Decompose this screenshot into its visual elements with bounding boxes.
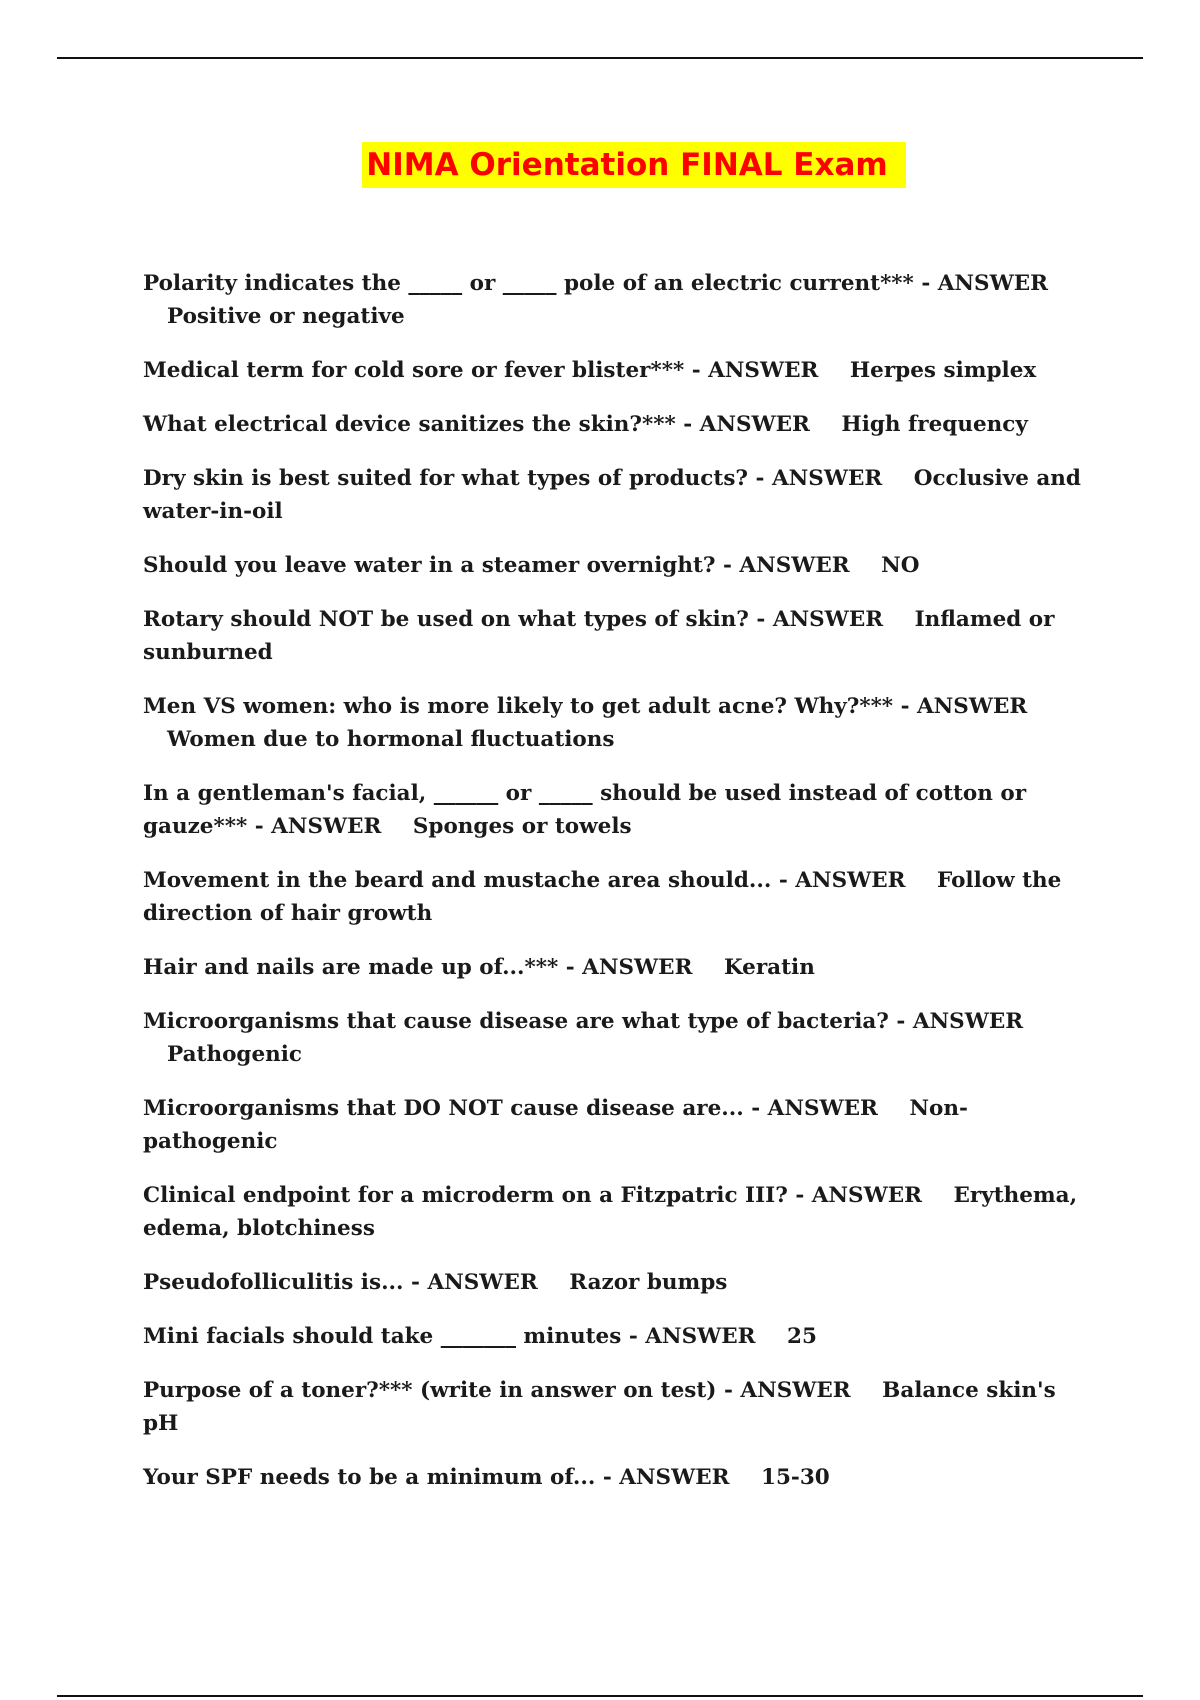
question-text: Microorganisms that DO NOT cause disease are... [143, 1096, 744, 1121]
question-text: Mini facials should take _______ minutes [143, 1324, 622, 1349]
qa-item [143, 1266, 1093, 1299]
answer-text: High frequency [841, 412, 1028, 437]
qa-item [143, 1320, 1093, 1353]
answer-text: Balance skin's pH [143, 1378, 1056, 1436]
question-text: What electrical device sanitizes the skin?*** [143, 412, 676, 437]
qa-item [143, 1461, 1093, 1494]
answer-text: 25 [787, 1324, 817, 1349]
answer-text: 15-30 [760, 1465, 830, 1490]
question-text: Your SPF needs to be a minimum of... [143, 1465, 596, 1490]
title-container [0, 142, 1200, 188]
question-text: Purpose of a toner?*** (write in answer on test) [143, 1378, 717, 1403]
qa-item [143, 408, 1093, 441]
question-text: Movement in the beard and mustache area should... [143, 868, 772, 893]
qa-item [143, 267, 1093, 333]
qa-item [143, 549, 1093, 582]
answer-text: Follow the direction of hair growth [143, 868, 1062, 926]
qa-item [143, 1374, 1093, 1440]
top-rule [57, 57, 1143, 59]
qa-item [143, 777, 1093, 843]
answer-separator: - ANSWER [896, 1009, 1024, 1034]
answer-separator: - ANSWER [900, 694, 1028, 719]
page-title: NIMA Orientation FINAL Exam [362, 142, 905, 188]
answer-text: Erythema, edema, blotchiness [143, 1183, 1078, 1241]
answer-text: Non-pathogenic [143, 1096, 968, 1154]
answer-text: Herpes simplex [849, 358, 1037, 383]
question-text: Medical term for cold sore or fever blister*** [143, 358, 685, 383]
answer-separator: - ANSWER [778, 868, 906, 893]
answer-separator: - ANSWER [628, 1324, 756, 1349]
qa-item [143, 462, 1093, 528]
qa-item [143, 951, 1093, 984]
qa-item [143, 1005, 1093, 1071]
answer-text: Keratin [723, 955, 815, 980]
question-text: Microorganisms that cause disease are what type of bacteria? [143, 1009, 889, 1034]
question-text: Should you leave water in a steamer overnight? [143, 553, 716, 578]
qa-item [143, 864, 1093, 930]
question-text: Men VS women: who is more likely to get adult acne? Why?*** [143, 694, 894, 719]
answer-separator: - ANSWER [722, 553, 850, 578]
answer-separator: - ANSWER [254, 814, 382, 839]
answer-text: Razor bumps [569, 1270, 728, 1295]
question-text: Dry skin is best suited for what types of products? [143, 466, 749, 491]
qa-item [143, 690, 1093, 756]
qa-item [143, 354, 1093, 387]
answer-text: Occlusive and water-in-oil [143, 466, 1081, 524]
answer-separator: - ANSWER [755, 466, 883, 491]
question-text: In a gentleman's facial, ______ or _____ should be used instead of cotton or gauze*** [143, 781, 1027, 839]
answer-separator: - ANSWER [691, 358, 819, 383]
answer-separator: - ANSWER [602, 1465, 730, 1490]
qa-list [143, 267, 1093, 1515]
answer-separator: - ANSWER [565, 955, 693, 980]
answer-separator: - ANSWER [756, 607, 884, 632]
answer-text: Positive or negative [167, 304, 405, 329]
answer-text: Women due to hormonal fluctuations [167, 727, 615, 752]
answer-text: Sponges or towels [412, 814, 632, 839]
answer-separator: - ANSWER [795, 1183, 922, 1208]
answer-separator: - ANSWER [751, 1096, 878, 1121]
question-text: Clinical endpoint for a microderm on a Fitzpatric III? [143, 1183, 788, 1208]
answer-separator: - ANSWER [921, 271, 1048, 296]
answer-separator: - ANSWER [723, 1378, 851, 1403]
answer-text: Inflamed or sunburned [143, 607, 1055, 665]
qa-item [143, 603, 1093, 669]
question-text: Rotary should NOT be used on what types of skin? [143, 607, 749, 632]
question-text: Polarity indicates the _____ or _____ pole of an electric current*** [143, 271, 914, 296]
answer-text: NO [881, 553, 920, 578]
question-text: Pseudofolliculitis is... [143, 1270, 404, 1295]
answer-separator: - ANSWER [683, 412, 810, 437]
bottom-rule [57, 1695, 1143, 1697]
answer-separator: - ANSWER [411, 1270, 538, 1295]
answer-text: Pathogenic [167, 1042, 303, 1067]
question-text: Hair and nails are made up of...*** [143, 955, 559, 980]
qa-item [143, 1092, 1093, 1158]
qa-item [143, 1179, 1093, 1245]
